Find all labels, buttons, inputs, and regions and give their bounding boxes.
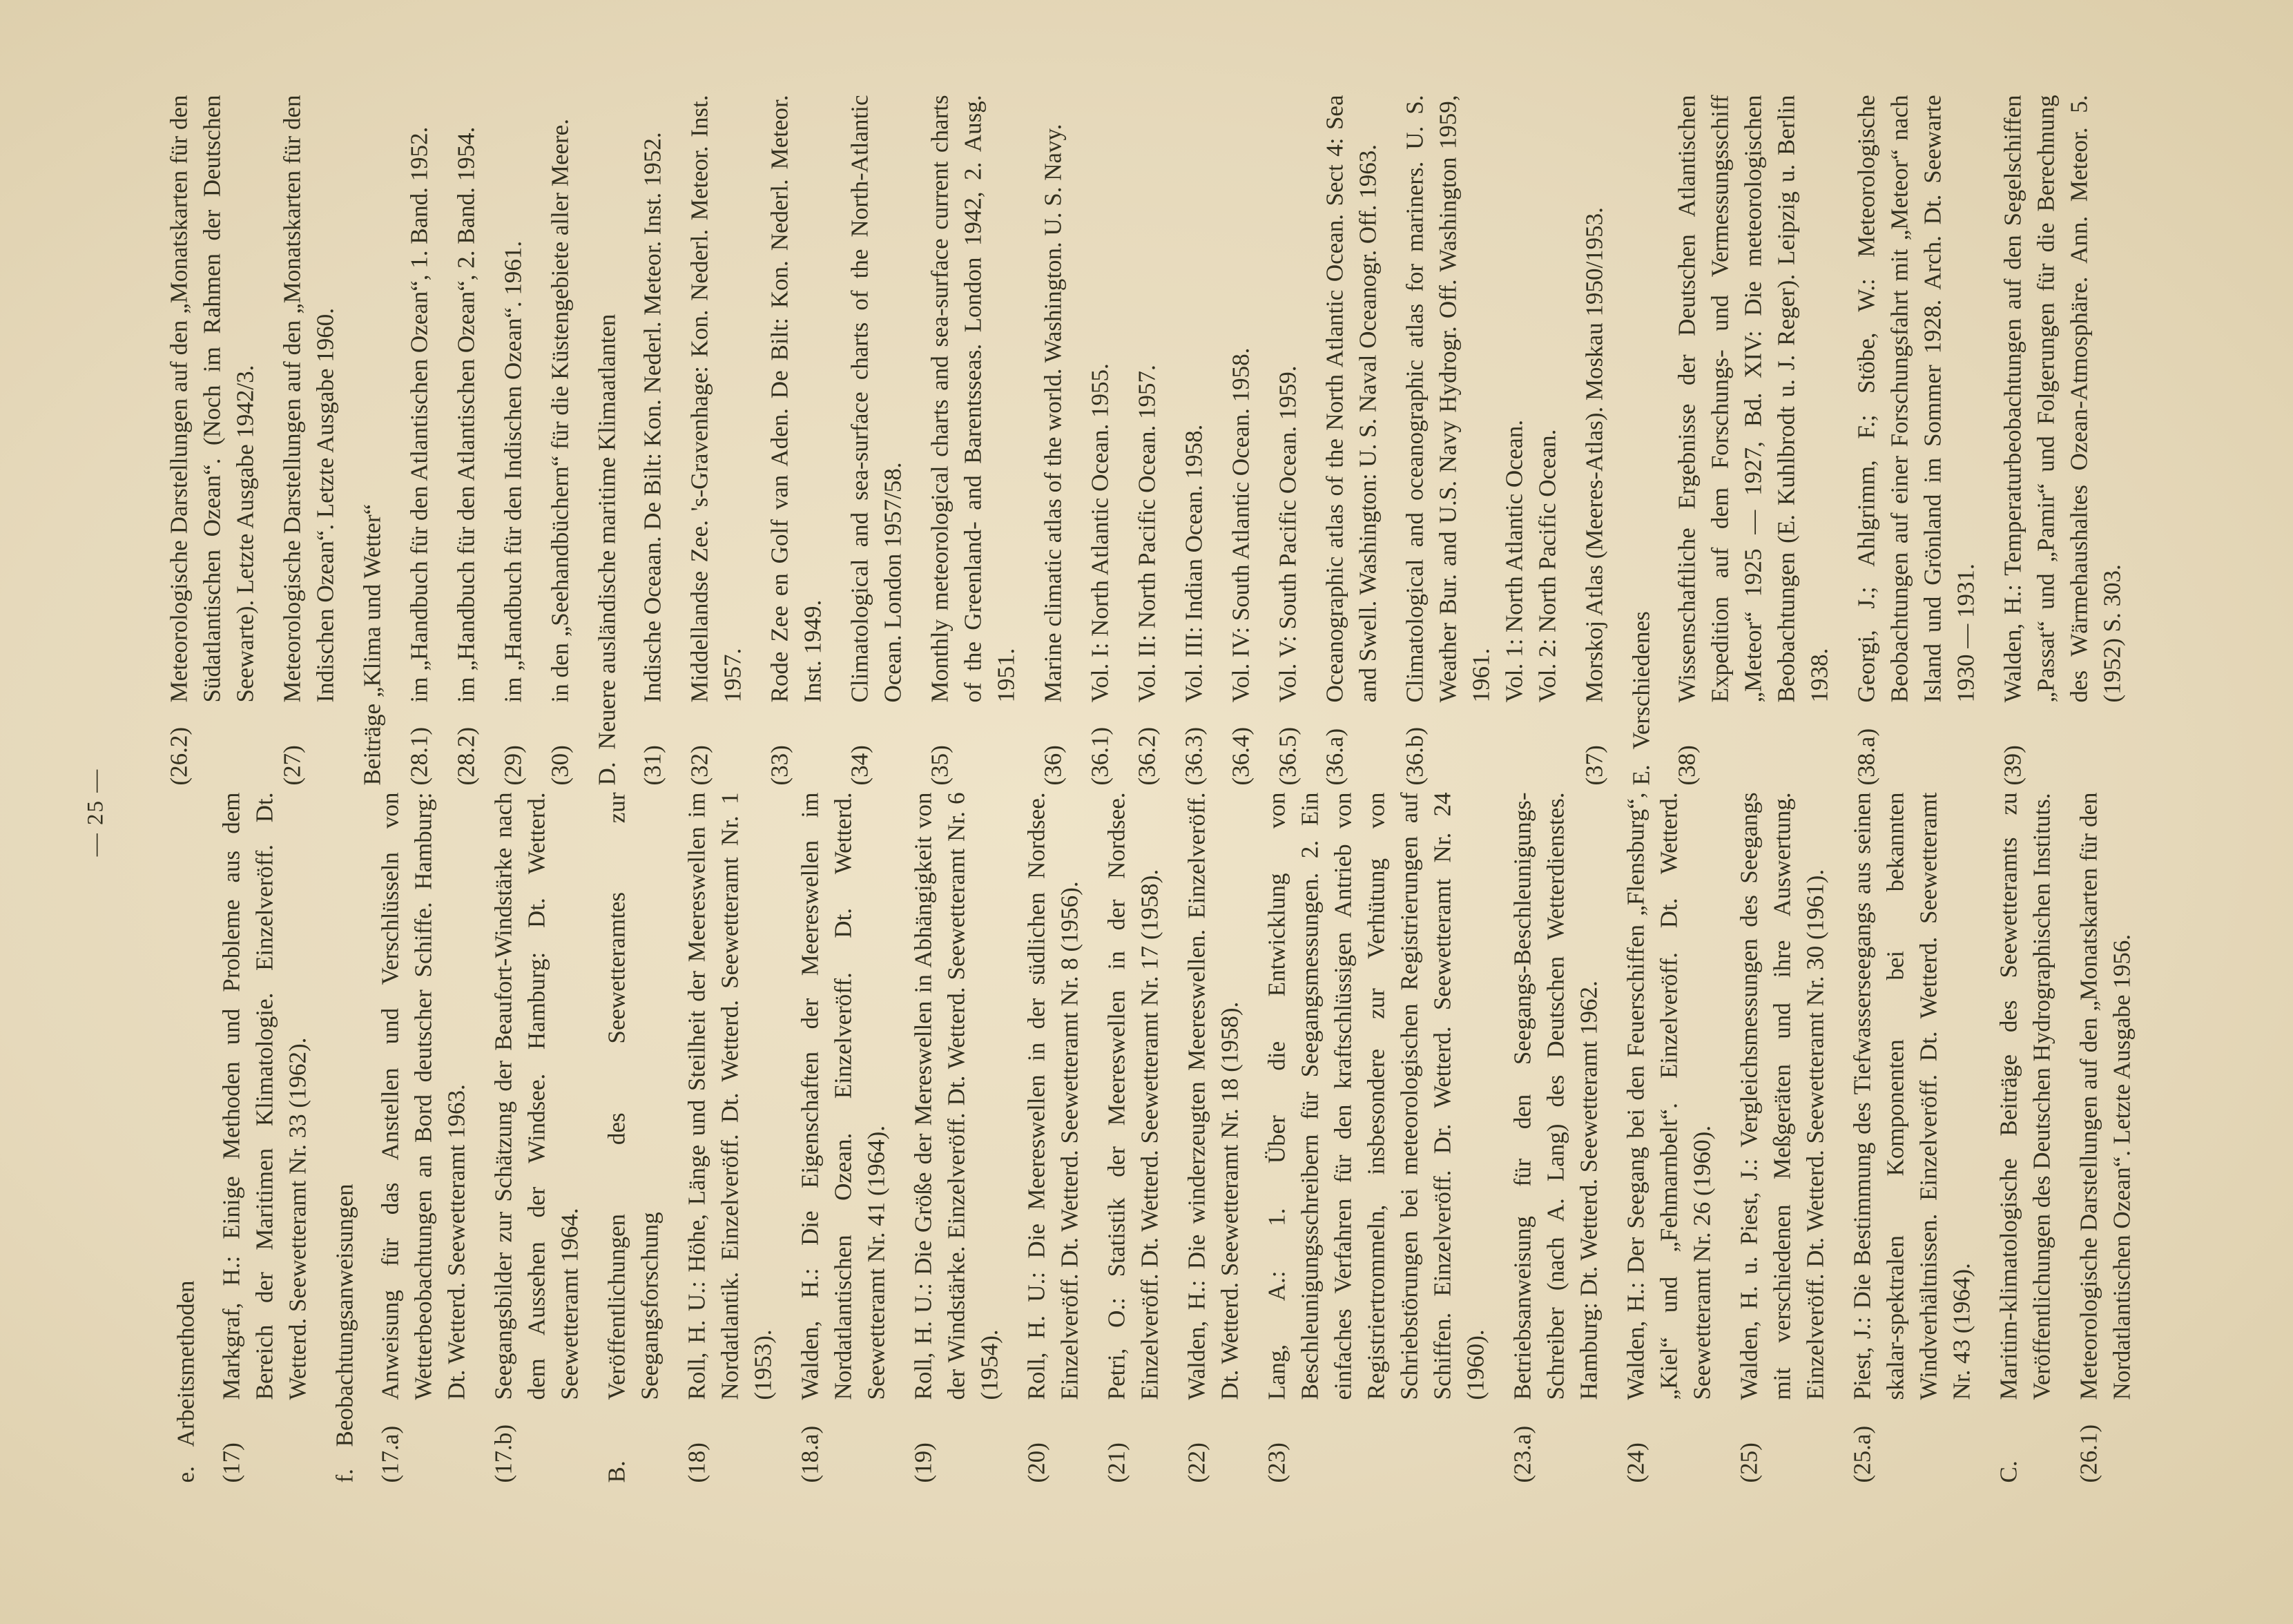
entry-number: (36.b) xyxy=(1401,726,1428,785)
entry-number: (36.3) xyxy=(1180,726,1207,785)
entry-text: im „Handbuch für den Indischen Ozean“. 1961. xyxy=(499,240,526,702)
entry-number: (20) xyxy=(1023,1442,1049,1482)
bib-entry-35 xyxy=(923,95,1023,785)
bib-entry-36-2 xyxy=(1130,95,1163,785)
bib-entry-26-2 xyxy=(162,95,262,785)
entry-number: (32) xyxy=(686,744,713,785)
entry-text: Wissenschaftliche Ergebnisse der Deutschen Atlantischen Expedition auf dem Forschungs- und Vermessungsschiff „Meteor“ 1925 — 1927, Bd. XIV: Die meteorologischen Beobachtungen (E. Kuhlbrodt u. J. Reger). Leipzig u. Berlin 1938. xyxy=(1673,95,1832,702)
bib-entry-23 xyxy=(1260,792,1492,1482)
bib-entry-36-4 xyxy=(1224,95,1257,785)
bib-entry-36-3 xyxy=(1177,95,1210,785)
right-column xyxy=(162,95,2142,785)
section-title: Maritim-klimatologische Beiträge des Seewetteramts zu Veröffentlichungen des Deutschen Hydrographischen Instituts. xyxy=(1995,792,2055,1400)
bib-entry-24 xyxy=(1619,792,1719,1482)
entry-text: Roll, H. U.: Die Größe der Mereswellen in Abhängigkeit von der Windstärke. Einzelveröff. Dt. Wetterd. Seewetteramt Nr. 6 (1954). xyxy=(909,792,1003,1400)
bib-entry-32 xyxy=(683,95,749,785)
bib-entry-34 xyxy=(843,95,909,785)
entry-text: Vol. II: North Pacific Ocean. 1957. xyxy=(1133,364,1160,702)
entry-text: Anweisung für das Anstellen und Verschlüsseln von Wetterbeobachtungen an Bord deutscher Schiffe. Hamburg: Dt. Wetterd. Seewetteramt 1963. xyxy=(376,792,470,1400)
entry-text: Walden, H.: Die Eigenschaften der Meereswellen im Nordatlantischen Ozean. Einzelveröff. Dt. Wetterd. Seewetteramt Nr. 41 (1964). xyxy=(796,792,889,1400)
entry-text: Walden, H.: Temperaturbeobachtungen auf den Segelschiffen „Passat“ und „Pamir“ und Folgerungen für die Berechnung des Wärmehaushaltes Ozean-Atmosphäre. Ann. Meteor. 5. (1952) S. 303. xyxy=(1999,95,2125,702)
bib-entry-39 xyxy=(1996,95,2129,785)
bib-entry-18 xyxy=(680,792,780,1482)
entry-number: (23) xyxy=(1263,1442,1290,1482)
bib-entry-36-1 xyxy=(1083,95,1116,785)
entry-text: Betriebsanweisung für den Seegangs-Beschleunigungs-Schreiber (nach A. Lang) des Deutschen Wetterdienstes. Hamburg: Dt. Wetterd. Seewetteramt 1962. xyxy=(1509,792,1602,1400)
entry-number: (19) xyxy=(909,1442,936,1482)
entry-text: Roll, H. U.: Höhe, Länge und Steilheit der Meereswellen im Nordatlantik. Einzelveröff. Dt. Wetterd. Seewetteramt Nr. 1 (1953). xyxy=(683,792,776,1400)
bib-entry-31 xyxy=(636,95,669,785)
entry-text: Climatological and sea-surface charts of the North-Atlantic Ocean. London 1957/58. xyxy=(846,95,906,702)
section-title: Beobachtungsanweisungen xyxy=(331,1183,358,1447)
entry-text: Vol. V: South Pacific Ocean. 1959. xyxy=(1274,365,1301,702)
entry-number: (18.a) xyxy=(796,1425,823,1482)
bib-entry-20 xyxy=(1020,792,1086,1482)
section-label: E. xyxy=(1627,764,1654,785)
section-title: Arbeitsmethoden xyxy=(172,1279,199,1447)
entry-number: (25.a) xyxy=(1848,1425,1875,1482)
bib-entry-25a xyxy=(1846,792,1978,1482)
bib-entry-36-5 xyxy=(1271,95,1304,785)
bib-entry-38a xyxy=(1850,95,1982,785)
section-D-heading xyxy=(590,95,623,785)
entry-number: (31) xyxy=(639,744,666,785)
section-f-heading xyxy=(328,792,361,1482)
bib-entry-17a xyxy=(374,792,473,1482)
entry-text: Markgraf, H.: Einige Methoden und Probleme aus dem Bereich der Maritimen Klimatologie. Einzelveröff. Dt. Wetterd. Seewetteramt Nr. 33 (1962). xyxy=(217,792,311,1400)
entry-number: (38.a) xyxy=(1852,728,1879,785)
entry-volume-line: Vol. 2: North Pacific Ocean. xyxy=(1533,429,1560,702)
entry-text: Walden, H. u. Piest, J.: Vergleichsmessungen des Seegangs mit verschiedenen Meßgeräten und ihre Auswertung. Einzelveröff. Dt. Wetterd. Seewetteramt Nr. 30 (1961). xyxy=(1735,792,1828,1400)
entry-number: (36) xyxy=(1039,744,1066,785)
section-title: Veröffentlichungen des Seewetteramtes zur Seegangsforschung xyxy=(603,792,663,1400)
entry-number: (23.a) xyxy=(1509,1425,1536,1482)
bib-entry-17 xyxy=(215,792,314,1482)
entry-number: (26.1) xyxy=(2075,1424,2102,1482)
section-label: e. xyxy=(172,1465,199,1482)
entry-number: (38) xyxy=(1673,744,1700,785)
entry-text: Georgi, J.; Ahlgrimm, F.; Stöbe, W.: Meteorologische Beobachtungen auf einer Forschungsfahrt mit „Meteor“ nach Island und Grönland im Sommer 1928. Arch. Dt. Seewarte 1930 — 1931. xyxy=(1852,95,1979,702)
entry-number: (34) xyxy=(846,744,873,785)
bib-entry-36b xyxy=(1398,95,1564,785)
entry-number: (22) xyxy=(1183,1442,1210,1482)
entry-text: Piest, J.: Die Bestimmung des Tiefwasserseegangs aus seinen skalar-spektralen Komponenten bei bekannten Windverhältnissen. Einzelveröff. Dt. Wetterd. Seewetteramt Nr. 43 (1964). xyxy=(1848,792,1975,1400)
entry-number: (17.a) xyxy=(376,1425,403,1482)
entry-text: Climatological and oceanographic atlas for mariners. U. S. Weather Bur. and U.S. Navy Hydrogr. Off. Washington 1959, 1961. xyxy=(1401,95,1494,702)
bib-entry-29 xyxy=(496,95,530,785)
entry-number: (36.5) xyxy=(1274,726,1301,785)
bib-entry-21 xyxy=(1100,792,1166,1482)
entry-text: Morskoj Atlas (Meeres-Atlas). Moskau 1950/1953. xyxy=(1580,206,1607,702)
entry-text: im „Handbuch für den Atlantischen Ozean“, 2. Band. 1954. xyxy=(452,126,479,702)
entry-number: (29) xyxy=(499,744,526,785)
entry-text: Roll, H. U.: Die Meereswellen in der südlichen Nordsee. Einzelveröff. Dt. Wetterd. Seewetteramt Nr. 8 (1956). xyxy=(1023,792,1083,1400)
contributions-heading: Beiträge „Klima und Wetter“ xyxy=(358,503,385,785)
bib-entry-33 xyxy=(763,95,829,785)
section-title: Verschiedenes xyxy=(1627,610,1654,749)
entry-text: Monthly meteorological charts and sea-surface current charts of the Greenland- and Barentsseas. London 1942, 2. Ausg. 1951. xyxy=(926,95,1019,702)
entry-number: (26.2) xyxy=(165,726,192,785)
entry-text: Vol. III: Indian Ocean. 1958. xyxy=(1180,424,1207,702)
bib-entry-28-1 xyxy=(403,95,436,785)
entry-text: Meteorologische Darstellungen auf den „Monatskarten für den Indischen Ozean“. Letzte Ausgabe 1960. xyxy=(278,95,338,702)
entry-number: (36.2) xyxy=(1133,726,1160,785)
entry-text: Meteorologische Darstellungen auf den „Monatskarten für den Nordatlantischen Ozean“. Letzte Ausgabe 1956. xyxy=(2075,792,2135,1400)
bib-entry-36a xyxy=(1318,95,1384,785)
entry-number: (30) xyxy=(546,744,573,785)
bib-entry-36 xyxy=(1036,95,1070,785)
entry-text: im „Handbuch für den Atlantischen Ozean“, 1. Band. 1952. xyxy=(405,126,432,702)
bib-entry-17b xyxy=(487,792,586,1482)
entry-number: (27) xyxy=(278,744,305,785)
section-e-heading xyxy=(169,792,202,1482)
entry-number: (17.b) xyxy=(490,1424,516,1482)
entry-text: Marine climatic atlas of the world. Washington. U. S. Navy. xyxy=(1039,124,1066,702)
section-C-heading xyxy=(1992,792,2058,1482)
entry-text: Seegangsbilder zur Schätzung der Beaufort-Windstärke nach dem Aussehen der Windsee. Hamburg: Dt. Wetterd. Seewetteramt 1964. xyxy=(490,792,583,1400)
entry-text: Walden, H.: Die winderzeugten Meereswellen. Einzelveröff. Dt. Wetterd. Seewetteramt Nr. 18 (1958). xyxy=(1183,792,1243,1400)
bib-entry-30 xyxy=(543,95,577,785)
section-label: D. xyxy=(593,761,620,785)
entry-number: (36.4) xyxy=(1227,726,1254,785)
entry-number: (25) xyxy=(1735,1442,1762,1482)
entry-volume-line: Vol. 1: North Atlantic Ocean. xyxy=(1500,419,1527,702)
entry-text: Indische Oceaan. De Bilt: Kon. Nederl. Meteor. Inst. 1952. xyxy=(639,131,666,702)
section-label: B. xyxy=(603,1460,630,1482)
entry-text: Meteorologische Darstellungen auf den „Monatskarten für den Südatlantischen Ozean“. (Noch im Rahmen der Deutschen Seewarte). Letzte Ausgabe 1942/3. xyxy=(165,95,258,702)
entry-text: Walden, H.: Der Seegang bei den Feuerschiffen „Flensburg“, „Kiel“ und „Fehmarnbelt“. Einzelveröff. Dt. Wetterd. Seewetteramt Nr. 26 (1960). xyxy=(1622,792,1715,1400)
entry-number: (28.2) xyxy=(452,726,479,785)
entry-text: Middellandse Zee. 's-Gravenhage: Kon. Nederl. Meteor. Inst. 1957. xyxy=(686,95,746,702)
entry-text: in den „Seehandbüchern“ für die Küstengebiete aller Meere. xyxy=(546,118,573,702)
section-E-heading xyxy=(1625,95,1658,785)
entry-text: Rode Zee en Golf van Aden. De Bilt: Kon. Nederl. Meteor. Inst. 1949. xyxy=(766,95,826,702)
entry-number: (18) xyxy=(683,1442,710,1482)
entry-text: Petri, O.: Statistik der Meereswellen in der Nordsee. Einzelveröff. Dt. Wetterd. Seewetteramt Nr. 17 (1958). xyxy=(1103,792,1163,1400)
section-label: f. xyxy=(331,1468,358,1482)
bib-entry-19 xyxy=(907,792,1006,1482)
section-label: C. xyxy=(1995,1460,2022,1482)
entry-number: (36.1) xyxy=(1086,726,1113,785)
entry-number: (39) xyxy=(1999,744,2026,785)
bib-entry-22 xyxy=(1180,792,1246,1482)
bib-entry-23a xyxy=(1506,792,1605,1482)
entry-text: Lang, A.: 1. Über die Entwicklung von Beschleunigungsschreibern für Seegangsmessungen. 2. Ein einfaches Verfahren für den kraftschlüssigen Antrieb von Registriertrommeln, insbesondere zur Verhütung von Schriebstörungen bei meteorologischen Registrierungen auf Schiffen. Einzelveröff. Dr. Wetterd. Seewetteramt Nr. 24 (1960). xyxy=(1263,792,1489,1400)
left-column xyxy=(162,792,2152,1482)
bib-entry-38 xyxy=(1670,95,1836,785)
bib-entry-28-2 xyxy=(449,95,483,785)
entry-number: (37) xyxy=(1580,744,1607,785)
entry-number: (35) xyxy=(926,744,953,785)
entry-number: (33) xyxy=(766,744,793,785)
bib-entry-27 xyxy=(275,95,342,785)
bib-entry-26-1 xyxy=(2072,792,2138,1482)
entry-number: (24) xyxy=(1622,1442,1649,1482)
section-title: Neuere ausländische maritime Klimaatlanten xyxy=(593,313,620,749)
section-B-heading xyxy=(600,792,666,1482)
bib-entry-37 xyxy=(1578,95,1611,785)
bib-entry-18a xyxy=(793,792,893,1482)
entry-number: (36.a) xyxy=(1321,728,1348,785)
entry-text: Oceanographic atlas of the North Atlantic Ocean. Sect 4: Sea and Swell. Washington: U. S. Naval Oceanogr. Off. 1963. xyxy=(1321,95,1381,702)
entry-number: (21) xyxy=(1103,1442,1130,1482)
entry-text: Vol. I: North Atlantic Ocean. 1955. xyxy=(1086,362,1113,702)
entry-text: Vol. IV: South Atlantic Ocean. 1958. xyxy=(1227,347,1254,702)
page-number: — 25 — xyxy=(83,768,108,856)
bib-entry-25 xyxy=(1732,792,1832,1482)
entry-number: (17) xyxy=(217,1442,244,1482)
entry-number: (28.1) xyxy=(405,726,432,785)
